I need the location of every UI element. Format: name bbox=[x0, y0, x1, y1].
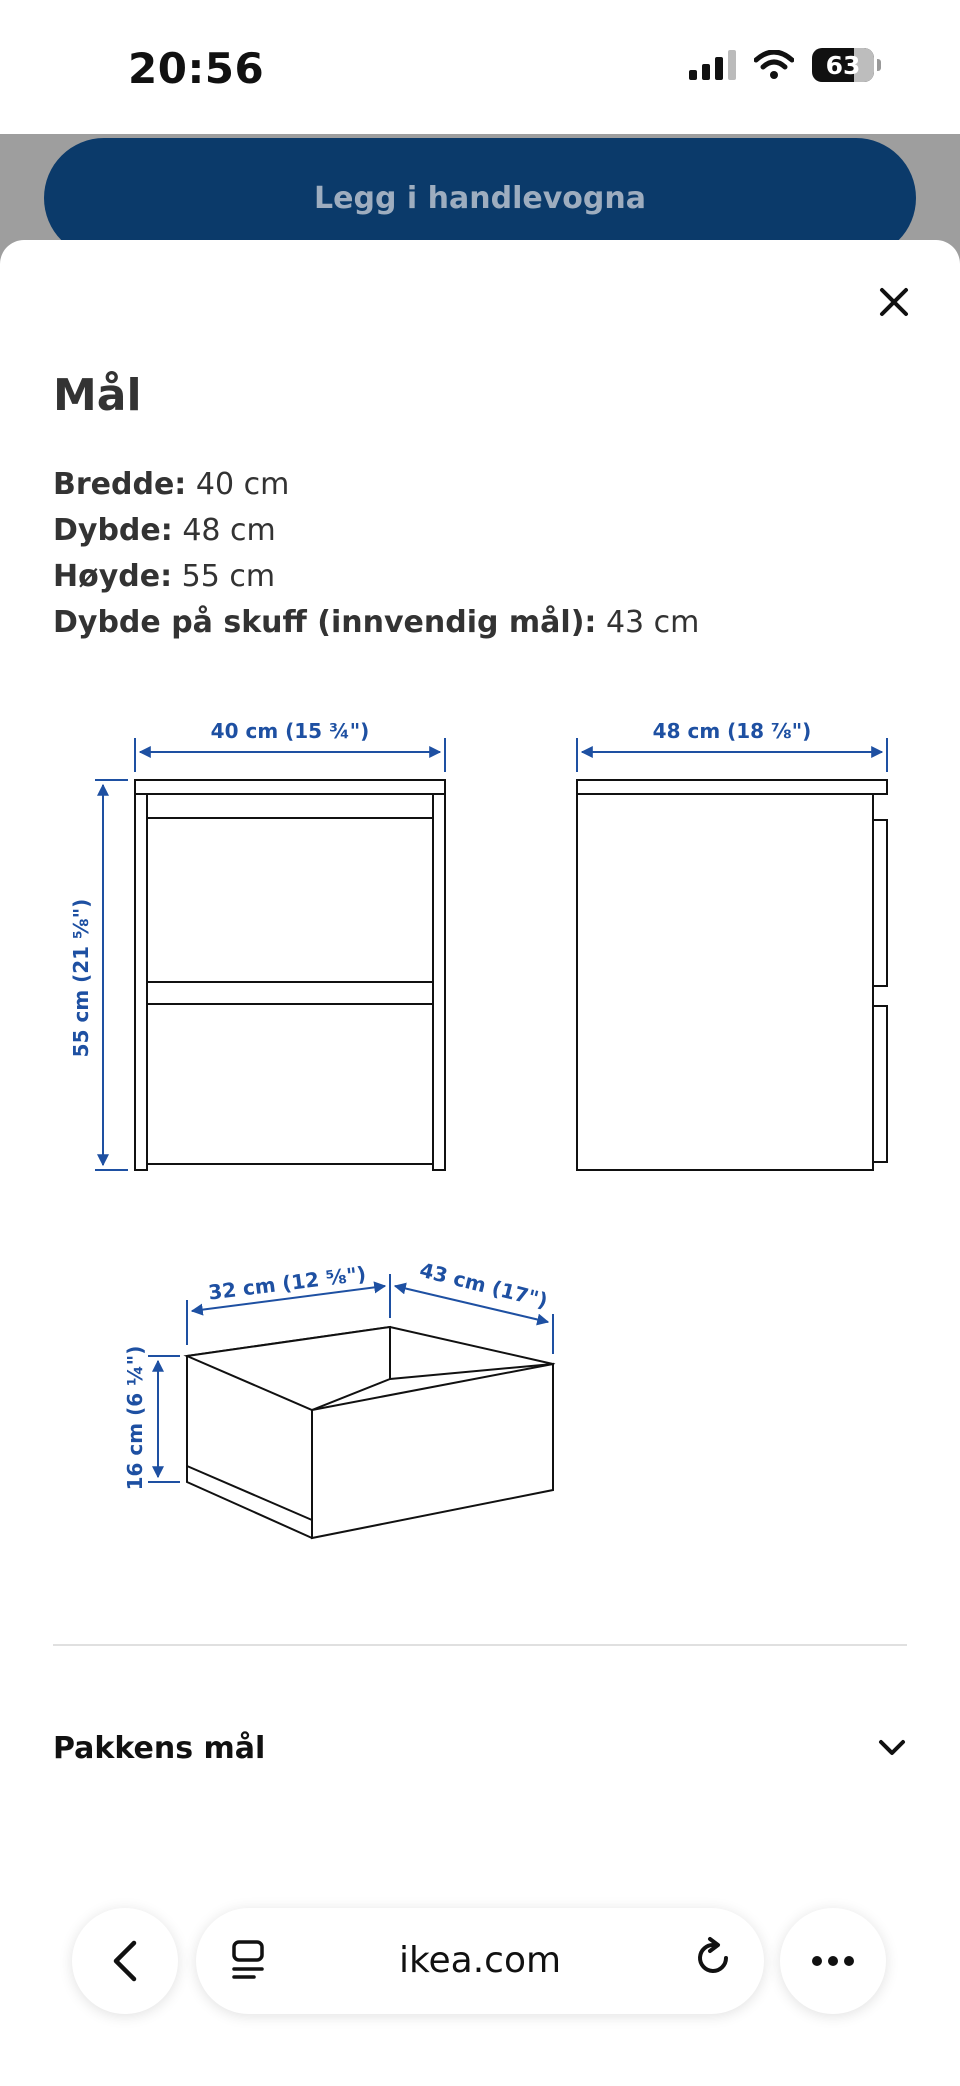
more-button[interactable] bbox=[780, 1908, 886, 2014]
back-button[interactable] bbox=[72, 1908, 178, 2014]
spec-label: Høyde: bbox=[53, 559, 173, 594]
cellular-signal-icon bbox=[689, 50, 736, 80]
drawer-view bbox=[187, 1327, 553, 1538]
spec-label: Dybde på skuff (innvendig mål): bbox=[53, 605, 597, 640]
front-width-label: 40 cm (15 ¾") bbox=[210, 719, 370, 743]
wifi-icon bbox=[754, 50, 794, 80]
address-bar[interactable] bbox=[196, 1908, 764, 2014]
drawer-height-label: 16 cm (6 ¼") bbox=[123, 1345, 147, 1491]
side-depth-label: 48 cm (18 ⅞") bbox=[652, 719, 812, 743]
status-icons bbox=[689, 48, 874, 82]
drawer-width-label: 32 cm (12 ⅝") bbox=[206, 1261, 368, 1305]
spec-value: 55 cm bbox=[181, 559, 276, 594]
package-dimensions-label: Pakkens mål bbox=[53, 1730, 266, 1766]
more-icon bbox=[811, 1955, 855, 1967]
spec-label: Dybde: bbox=[53, 513, 173, 548]
chevron-left-icon bbox=[110, 1939, 140, 1983]
status-time: 20:56 bbox=[128, 44, 265, 93]
chevron-down-icon bbox=[877, 1738, 907, 1758]
dimension-drawing bbox=[0, 240, 960, 1600]
section-divider bbox=[53, 1644, 907, 1646]
spec-value: 48 cm bbox=[182, 513, 276, 548]
spec-value: 43 cm bbox=[605, 605, 700, 640]
front-view bbox=[135, 780, 445, 1170]
browser-toolbar bbox=[0, 1890, 960, 2086]
spec-value: 40 cm bbox=[195, 467, 290, 502]
url-text: ikea.com bbox=[398, 1940, 562, 1981]
spec-label: Bredde: bbox=[53, 467, 187, 502]
reload-icon[interactable] bbox=[694, 1936, 734, 1982]
dimensions-sheet bbox=[0, 240, 960, 2086]
battery-icon bbox=[812, 48, 874, 82]
front-height-label: 55 cm (21 ⅝") bbox=[69, 898, 93, 1058]
package-dimensions-toggle[interactable] bbox=[53, 1718, 907, 1778]
drawer-depth-label: 43 cm (17") bbox=[417, 1257, 551, 1313]
side-view bbox=[577, 780, 887, 1170]
sheet-title: Mål bbox=[53, 370, 142, 421]
add-to-cart-label: Legg i handlevogna bbox=[314, 180, 646, 216]
battery-level: 63 bbox=[825, 50, 861, 80]
status-bar bbox=[0, 0, 960, 134]
